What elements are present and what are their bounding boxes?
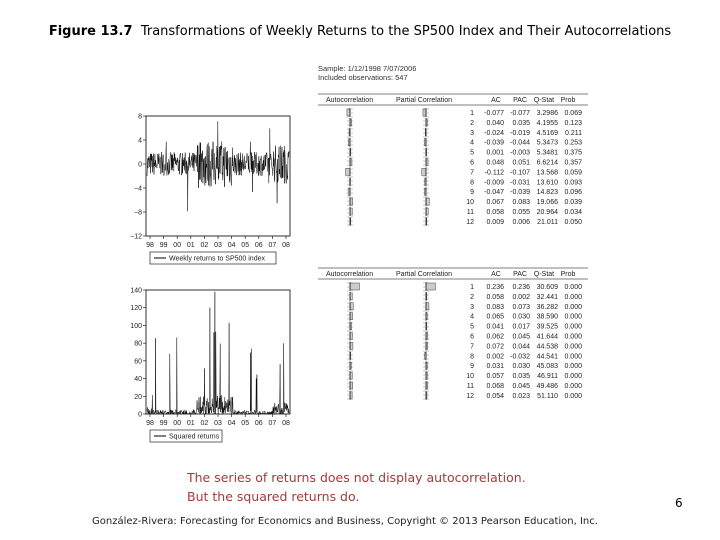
prob-value: 0.000 bbox=[564, 343, 582, 351]
prob-value: 0.211 bbox=[565, 129, 582, 137]
lag-value: 4 bbox=[470, 313, 474, 321]
ac-value: 0.057 bbox=[486, 373, 504, 381]
q-stat-value: 4.5169 bbox=[536, 129, 558, 137]
lag-value: 11 bbox=[466, 209, 474, 216]
lag-value: 3 bbox=[470, 303, 474, 311]
ac-bar bbox=[347, 109, 350, 116]
y-tick-label: 0 bbox=[138, 161, 142, 169]
pac-bar bbox=[423, 109, 426, 116]
pac-value: 0.044 bbox=[512, 343, 530, 351]
prob-value: 0.000 bbox=[564, 293, 582, 301]
pac-value: 0.055 bbox=[512, 209, 530, 216]
lag-value: 2 bbox=[470, 119, 474, 127]
x-tick-label: 01 bbox=[186, 242, 195, 249]
prob-value: 0.034 bbox=[564, 209, 582, 216]
ac-value: -0.112 bbox=[484, 169, 504, 177]
ac-value: 0.067 bbox=[486, 199, 504, 207]
ac-bar bbox=[350, 313, 353, 320]
lag-value: 1 bbox=[470, 110, 474, 117]
ac-value: -0.009 bbox=[484, 179, 504, 187]
x-tick-label: 08 bbox=[282, 242, 290, 249]
column-header: Autocorrelation bbox=[326, 271, 374, 278]
column-header: Prob bbox=[560, 271, 576, 278]
y-tick-label: 4 bbox=[138, 137, 142, 145]
x-tick-label: 01 bbox=[186, 420, 195, 427]
y-tick-label: 100 bbox=[130, 322, 142, 330]
column-header: Partial Correlation bbox=[396, 271, 453, 278]
prob-value: 0.000 bbox=[564, 313, 582, 321]
pac-value: -0.003 bbox=[510, 149, 530, 157]
column-header: Autocorrelation bbox=[326, 97, 374, 104]
lag-value: 8 bbox=[470, 353, 474, 361]
ac-value: 0.002 bbox=[486, 353, 504, 361]
q-stat-value: 5.3481 bbox=[536, 149, 558, 157]
prob-value: 0.000 bbox=[564, 363, 582, 371]
x-tick-label: 00 bbox=[173, 420, 182, 427]
figure-number: Figure 13.7 bbox=[48, 24, 133, 39]
figure-title bbox=[0, 24, 720, 39]
x-tick-label: 05 bbox=[241, 420, 250, 427]
ac-bar bbox=[350, 333, 352, 340]
y-tick-label: 0 bbox=[138, 411, 142, 419]
q-stat-value: 14.823 bbox=[536, 189, 558, 197]
pac-value: 0.051 bbox=[512, 159, 530, 167]
lag-value: 7 bbox=[470, 169, 474, 177]
lag-value: 2 bbox=[470, 293, 474, 301]
y-tick-label: 140 bbox=[130, 287, 142, 295]
lag-value: 12 bbox=[466, 218, 474, 226]
x-tick-label: 99 bbox=[159, 420, 168, 427]
q-stat-value: 44.538 bbox=[536, 343, 558, 351]
prob-value: 0.357 bbox=[564, 159, 582, 167]
prob-value: 0.000 bbox=[564, 323, 582, 331]
lag-value: 7 bbox=[470, 343, 474, 351]
legend-label: Weekly returns to SP500 index bbox=[169, 255, 265, 263]
pac-value: 0.023 bbox=[512, 392, 530, 400]
y-tick-label: 120 bbox=[130, 305, 142, 313]
ac-value: 0.065 bbox=[486, 313, 504, 321]
prob-value: 0.059 bbox=[564, 169, 582, 177]
squared-returns-line-chart bbox=[120, 282, 300, 448]
q-stat-value: 4.1955 bbox=[536, 119, 558, 127]
q-stat-value: 19.066 bbox=[536, 199, 558, 207]
lag-value: 1 bbox=[470, 284, 474, 291]
x-tick-label: 07 bbox=[268, 420, 277, 427]
ac-value: -0.024 bbox=[484, 129, 504, 137]
x-tick-label: 03 bbox=[214, 242, 222, 249]
ac-value: 0.062 bbox=[486, 333, 504, 341]
ac-bar bbox=[350, 283, 359, 290]
lag-value: 12 bbox=[466, 392, 474, 400]
y-tick-label: −12 bbox=[130, 233, 142, 241]
squared-returns-correlogram bbox=[314, 262, 594, 418]
prob-value: 0.000 bbox=[564, 353, 582, 361]
pac-value: -0.032 bbox=[510, 353, 530, 361]
prob-value: 0.000 bbox=[564, 373, 582, 381]
prob-value: 0.050 bbox=[564, 218, 582, 226]
x-tick-label: 04 bbox=[227, 420, 236, 427]
x-tick-label: 99 bbox=[159, 242, 168, 249]
pac-bar bbox=[426, 283, 435, 290]
ac-bar bbox=[350, 382, 353, 389]
pac-value: -0.107 bbox=[510, 169, 530, 177]
lag-value: 5 bbox=[470, 323, 474, 331]
footer-copyright: González-Rivera: Forecasting for Economics and Business, Copyright © 2013 Pearson Education, Inc. bbox=[92, 516, 598, 527]
pac-value: -0.039 bbox=[510, 189, 530, 197]
ac-bar bbox=[350, 198, 353, 205]
ac-value: 0.031 bbox=[486, 363, 504, 371]
prob-value: 0.069 bbox=[564, 110, 582, 117]
y-tick-label: 80 bbox=[134, 340, 142, 348]
pac-value: 0.083 bbox=[512, 199, 530, 207]
x-tick-label: 05 bbox=[241, 242, 250, 249]
series-line bbox=[147, 292, 289, 414]
ac-value: 0.040 bbox=[486, 119, 504, 127]
q-stat-value: 3.2986 bbox=[536, 110, 558, 117]
page-number: 6 bbox=[675, 496, 683, 510]
prob-value: 0.253 bbox=[564, 139, 582, 147]
pac-value: 0.030 bbox=[512, 313, 530, 321]
q-stat-value: 41.644 bbox=[536, 333, 558, 341]
lag-value: 9 bbox=[470, 189, 474, 197]
prob-value: 0.123 bbox=[564, 119, 582, 127]
column-header: PAC bbox=[513, 271, 527, 278]
y-tick-label: 60 bbox=[134, 358, 142, 366]
ac-value: -0.047 bbox=[484, 189, 504, 197]
pac-value: 0.073 bbox=[512, 303, 530, 311]
pac-value: 0.002 bbox=[512, 293, 530, 301]
prob-value: 0.093 bbox=[564, 179, 582, 187]
x-tick-label: 07 bbox=[268, 242, 277, 249]
column-header: Q-Stat bbox=[533, 97, 555, 104]
q-stat-value: 51.110 bbox=[537, 392, 558, 400]
pac-value: 0.030 bbox=[512, 363, 530, 371]
pac-bar bbox=[426, 198, 429, 205]
lag-value: 11 bbox=[466, 383, 474, 390]
column-header: AC bbox=[491, 271, 501, 278]
column-header: Partial Correlation bbox=[396, 97, 453, 104]
ac-value: 0.058 bbox=[486, 293, 504, 301]
lag-value: 10 bbox=[466, 373, 474, 381]
q-stat-value: 36.282 bbox=[536, 303, 558, 311]
q-stat-value: 21.011 bbox=[537, 218, 558, 226]
y-tick-label: 8 bbox=[138, 113, 142, 121]
plot-frame bbox=[146, 290, 290, 414]
prob-value: 0.000 bbox=[564, 303, 582, 311]
x-tick-label: 03 bbox=[214, 420, 222, 427]
ac-value: 0.001 bbox=[486, 149, 504, 157]
q-stat-value: 46.911 bbox=[537, 373, 558, 381]
q-stat-value: 30.609 bbox=[536, 284, 558, 291]
ac-bar bbox=[346, 168, 350, 175]
q-stat-value: 39.525 bbox=[536, 323, 558, 331]
lag-value: 10 bbox=[466, 199, 474, 207]
ac-value: 0.083 bbox=[486, 303, 504, 311]
x-tick-label: 02 bbox=[200, 420, 209, 427]
sample-line-1: Sample: 1/12/1998 7/07/2006 bbox=[318, 64, 417, 73]
x-tick-label: 08 bbox=[282, 420, 290, 427]
figure-title-text: Transformations of Weekly Returns to the SP500 Index and Their Autocorrelations bbox=[140, 24, 672, 39]
q-stat-value: 6.6214 bbox=[536, 159, 558, 167]
prob-value: 0.096 bbox=[564, 189, 582, 197]
pac-value: -0.031 bbox=[510, 179, 530, 187]
q-stat-value: 5.3473 bbox=[536, 139, 558, 147]
ac-bar bbox=[350, 303, 353, 310]
lag-value: 9 bbox=[470, 363, 474, 371]
returns-correlogram bbox=[314, 88, 594, 248]
q-stat-value: 44.541 bbox=[536, 353, 558, 361]
q-stat-value: 45.083 bbox=[536, 363, 558, 371]
prob-value: 0.375 bbox=[564, 149, 582, 157]
ac-value: 0.054 bbox=[486, 392, 504, 400]
prob-value: 0.000 bbox=[564, 284, 582, 291]
ac-value: 0.068 bbox=[486, 383, 504, 390]
lag-value: 5 bbox=[470, 149, 474, 157]
y-tick-label: 20 bbox=[134, 393, 142, 401]
ac-bar bbox=[350, 342, 353, 349]
y-tick-label: 40 bbox=[134, 376, 142, 384]
prob-value: 0.000 bbox=[564, 383, 582, 390]
q-stat-value: 13.610 bbox=[536, 179, 558, 187]
x-tick-label: 00 bbox=[173, 242, 182, 249]
column-header: Prob bbox=[560, 97, 576, 104]
pac-bar bbox=[422, 168, 426, 175]
pac-value: -0.044 bbox=[510, 139, 530, 147]
column-header: Q-Stat bbox=[533, 271, 555, 278]
pac-value: 0.006 bbox=[512, 218, 530, 226]
caption bbox=[187, 468, 526, 506]
pac-value: 0.045 bbox=[512, 333, 530, 341]
x-tick-label: 02 bbox=[200, 242, 209, 249]
x-tick-label: 06 bbox=[254, 242, 263, 249]
lag-value: 6 bbox=[470, 333, 474, 341]
column-header: AC bbox=[491, 97, 501, 104]
ac-value: 0.041 bbox=[486, 323, 504, 331]
pac-bar bbox=[426, 303, 429, 310]
returns-line-chart bbox=[120, 108, 300, 270]
pac-value: 0.035 bbox=[512, 119, 530, 127]
ac-value: 0.048 bbox=[486, 159, 504, 167]
pac-value: -0.077 bbox=[510, 110, 530, 117]
q-stat-value: 13.568 bbox=[536, 169, 558, 177]
x-tick-label: 98 bbox=[146, 420, 154, 427]
pac-value: 0.236 bbox=[512, 284, 530, 291]
prob-value: 0.000 bbox=[564, 392, 582, 400]
lag-value: 4 bbox=[470, 139, 474, 147]
prob-value: 0.000 bbox=[564, 333, 582, 341]
x-tick-label: 04 bbox=[227, 242, 236, 249]
lag-value: 8 bbox=[470, 179, 474, 187]
y-tick-label: −8 bbox=[134, 209, 142, 217]
prob-value: 0.039 bbox=[564, 199, 582, 207]
q-stat-value: 49.486 bbox=[536, 383, 558, 390]
lag-value: 6 bbox=[470, 159, 474, 167]
pac-value: 0.017 bbox=[512, 323, 530, 331]
ac-value: -0.039 bbox=[484, 139, 504, 147]
ac-value: 0.058 bbox=[486, 209, 504, 216]
lag-value: 3 bbox=[470, 129, 474, 137]
column-header: PAC bbox=[513, 97, 527, 104]
series-line bbox=[147, 121, 289, 211]
y-tick-label: −4 bbox=[134, 185, 142, 193]
q-stat-value: 32.441 bbox=[536, 293, 558, 301]
caption-line-2: But the squared returns do. bbox=[187, 489, 360, 504]
pac-value: -0.019 bbox=[510, 129, 530, 137]
q-stat-value: 20.964 bbox=[536, 209, 558, 216]
ac-value: 0.072 bbox=[486, 343, 504, 351]
pac-value: 0.045 bbox=[512, 383, 530, 390]
ac-value: 0.009 bbox=[486, 218, 504, 226]
x-tick-label: 98 bbox=[146, 242, 154, 249]
ac-value: -0.077 bbox=[484, 110, 504, 117]
caption-line-1: The series of returns does not display autocorrelation. bbox=[187, 470, 526, 485]
legend-label: Squared returns bbox=[169, 433, 220, 441]
sample-line-2: Included observations: 547 bbox=[318, 73, 408, 82]
q-stat-value: 38.590 bbox=[536, 313, 558, 321]
ac-value: 0.236 bbox=[486, 284, 504, 291]
pac-value: 0.035 bbox=[512, 373, 530, 381]
x-tick-label: 06 bbox=[254, 420, 263, 427]
